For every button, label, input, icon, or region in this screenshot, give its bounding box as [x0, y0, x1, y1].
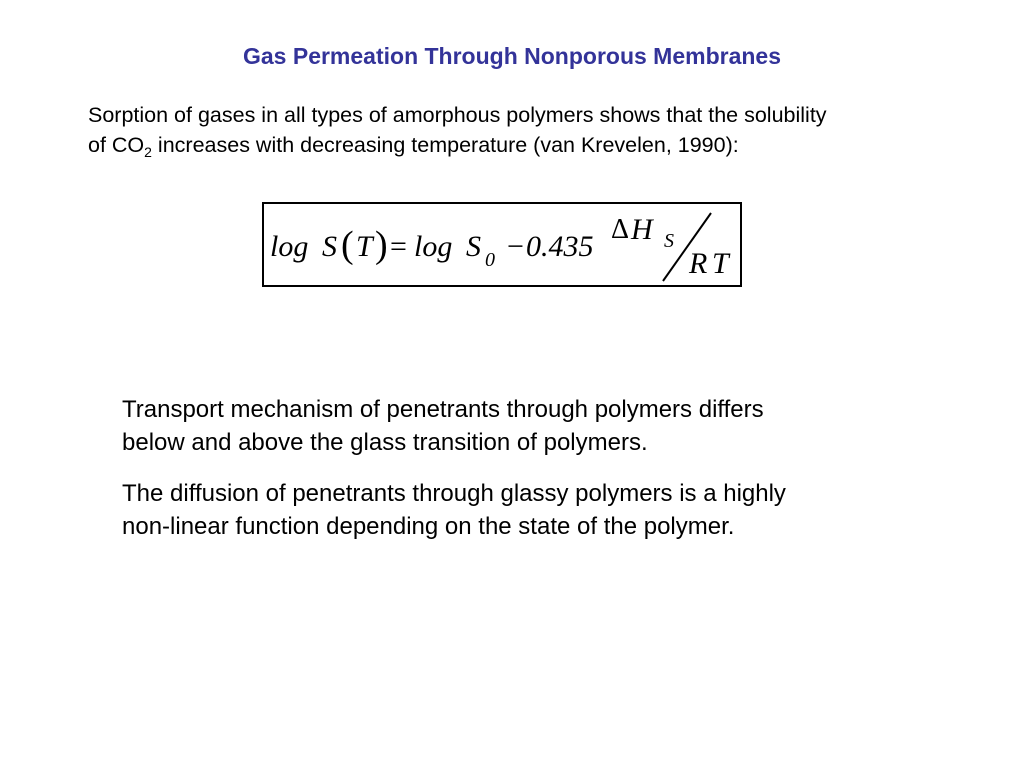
- intro-line-2: [88, 130, 988, 160]
- eq-equals: =: [390, 230, 407, 263]
- eq-h-subscript: S: [664, 230, 674, 252]
- eq-open-paren: (: [341, 224, 354, 266]
- eq-rhs-s: S: [466, 230, 481, 263]
- intro-line-1: Sorption of gases in all types of amorphous polymers shows that the solubility: [88, 103, 827, 127]
- intro-line-2-suffix: increases with decreasing temperature (van Krevelen, 1990):: [151, 133, 739, 157]
- eq-r: R: [689, 247, 708, 280]
- intro-line-2-prefix: of CO: [88, 133, 145, 157]
- eq-lhs-t: T: [356, 230, 373, 263]
- eq-rhs-log: log: [414, 230, 453, 263]
- co2-subscript: 2: [144, 144, 152, 160]
- intro-paragraph: [88, 100, 988, 160]
- transport-line-1: Transport mechanism of penetrants through polymers differs: [122, 396, 764, 423]
- transport-line-2: below and above the glass transition of polymers.: [122, 429, 648, 456]
- eq-lhs-log: log: [270, 230, 309, 263]
- diffusion-line-2: non-linear function depending on the state of the polymer.: [122, 513, 735, 540]
- eq-h: H: [631, 213, 653, 246]
- eq-lhs-s: S: [322, 230, 337, 263]
- eq-delta: Δ: [611, 214, 630, 245]
- eq-minus: −: [507, 230, 524, 263]
- diffusion-paragraph: [122, 477, 922, 543]
- equation-box: [262, 202, 742, 287]
- eq-close-paren: ): [375, 224, 388, 266]
- eq-coefficient: 0.435: [526, 230, 594, 263]
- transport-paragraph: [122, 393, 922, 459]
- slide-title: Gas Permeation Through Nonporous Membranes: [242, 43, 782, 69]
- eq-rhs-s-subscript: 0: [485, 249, 495, 271]
- diffusion-line-1: The diffusion of penetrants through glassy polymers is a highly: [122, 480, 786, 507]
- eq-t-denominator: T: [712, 247, 729, 280]
